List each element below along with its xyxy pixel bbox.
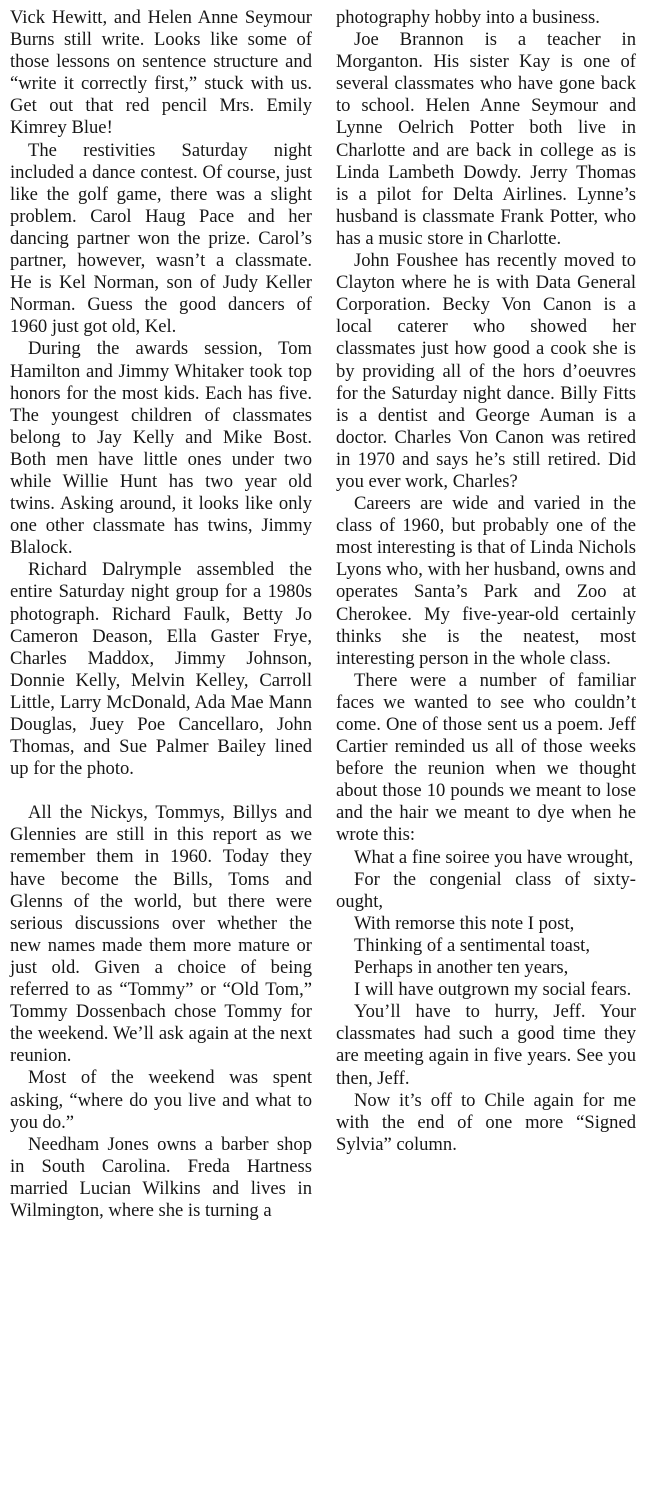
paragraph-nicknames: All the Nickys, Tommys, Billys and Glennies are still in this report as we remember them in 1960. Today they have become the Bills, Toms and Glenns of the world, but there were serious discussions over whether the new names made them more mature or just old. Given a choice of being referred to as “Tommy” or “Old Tom,” Tommy Dossenbach chose Tommy for the weekend. We’ll ask again at the next reunion. xyxy=(10,802,312,1067)
right-column xyxy=(336,7,636,1156)
paragraph-where-do-you-live: Most of the weekend was spent asking, “where do you live and what to you do.” xyxy=(10,1067,312,1133)
paragraph-jeff-cartier-poem-intro: There were a number of familiar faces we wanted to see who couldn’t come. One of those sent us a poem. Jeff Cartier reminded us all of those weeks before the reunion when we thought about those 10 pounds we meant to lose and the hair we meant to dye when he wrote this: xyxy=(336,669,636,846)
poem-line: For the congenial class of sixty-ought, xyxy=(336,868,636,912)
poem-line: With remorse this note I post, xyxy=(354,912,575,934)
poem-line: Perhaps in another ten years, xyxy=(354,957,569,979)
poem-line: Thinking of a sentimental toast, xyxy=(354,934,590,956)
paragraph-writers: Vick Hewitt, and Helen Anne Seymour Burns still write. Looks like some of those lessons on sentence structure and “write it correctly first,” stuck with us. Get out that red pencil Mrs. Emily Kimrey Blue! xyxy=(10,7,312,139)
section-break xyxy=(10,780,312,802)
poem-line: What a fine soiree you have wrought, xyxy=(354,846,634,868)
poem xyxy=(336,847,636,1002)
paragraph-dance-contest: The restivities Saturday night included a dance contest. Of course, just like the golf game, there was a slight problem. Carol Haug Pace and her dancing partner won the prize. Carol’s partner, however, wasn’t a classmate. He is Kel Norman, son of Judy Keller Norman. Guess the good dancers of 1960 just got old, Kel. xyxy=(10,139,312,338)
paragraph-joe-brannon: Joe Brannon is a teacher in Morganton. His sister Kay is one of several classmates who have gone back to school. Helen Anne Seymour and Lynne Oelrich Potter both live in Charlotte and are back in college as is Linda Lambeth Dowdy. Jerry Thomas is a pilot for Delta Airlines. Lynne’s husband is classmate Frank Potter, who has a music store in Charlotte. xyxy=(336,29,636,249)
paragraph-john-foushee: John Foushee has recently moved to Clayton where he is with Data General Corporation. Becky Von Canon is a local caterer who showed her classmates just how good a cook she is by providing all of the hors d’oeuvres for the Saturday night dance. Billy Fitts is a dentist and George Auman is a doctor. Charles Von Canon was retired in 1970 and says he’s still retired. Did you ever work, Charles? xyxy=(336,250,636,492)
paragraph-awards-session: During the awards session, Tom Hamilton and Jimmy Whitaker took top honors for the most kids. Each has five. The youngest children of classmates belong to Jay Kelly and Mike Bost. Both men have little ones under two while Willie Hunt has two year old twins. Asking around, it looks like only one other classmate has twins, Jimmy Blalock. xyxy=(10,338,312,559)
paragraph-signed-sylvia: Now it’s off to Chile again for me with the end of one more “Signed Sylvia” column. xyxy=(336,1089,636,1155)
paragraph-careers: Careers are wide and varied in the class of 1960, but probably one of the most interesting is that of Linda Nichols Lyons who, with her husband, owns and operates Santa’s Park and Zoo at Cherokee. My five-year-old certainly thinks she is the neatest, most interesting person in the whole class. xyxy=(336,493,636,669)
paragraph-group-photo: Richard Dalrymple assembled the entire Saturday night group for a 1980s photograph. Richard Faulk, Betty Jo Cameron Deason, Ella Gaster Frye, Charles Maddox, Jimmy Johnson, Donnie Kelly, Melvin Kelley, Carroll Little, Larry McDonald, Ada Mae Mann Douglas, Juey Poe Cancellaro, John Thomas, and Sue Palmer Bailey lined up for the photo. xyxy=(10,559,312,780)
paragraph-hurry-jeff: You’ll have to hurry, Jeff. Your classmates had such a good time they are meeting again in five years. See you then, Jeff. xyxy=(336,1001,636,1089)
left-column xyxy=(10,7,312,1222)
paragraph-needham-jones: Needham Jones owns a barber shop in South Carolina. Freda Hartness married Lucian Wilkins and lives in Wilmington, where she is turning a xyxy=(10,1133,312,1221)
poem-line: I will have outgrown my social fears. xyxy=(354,979,632,1001)
paragraph-photography-continued: photography hobby into a business. xyxy=(336,7,600,28)
